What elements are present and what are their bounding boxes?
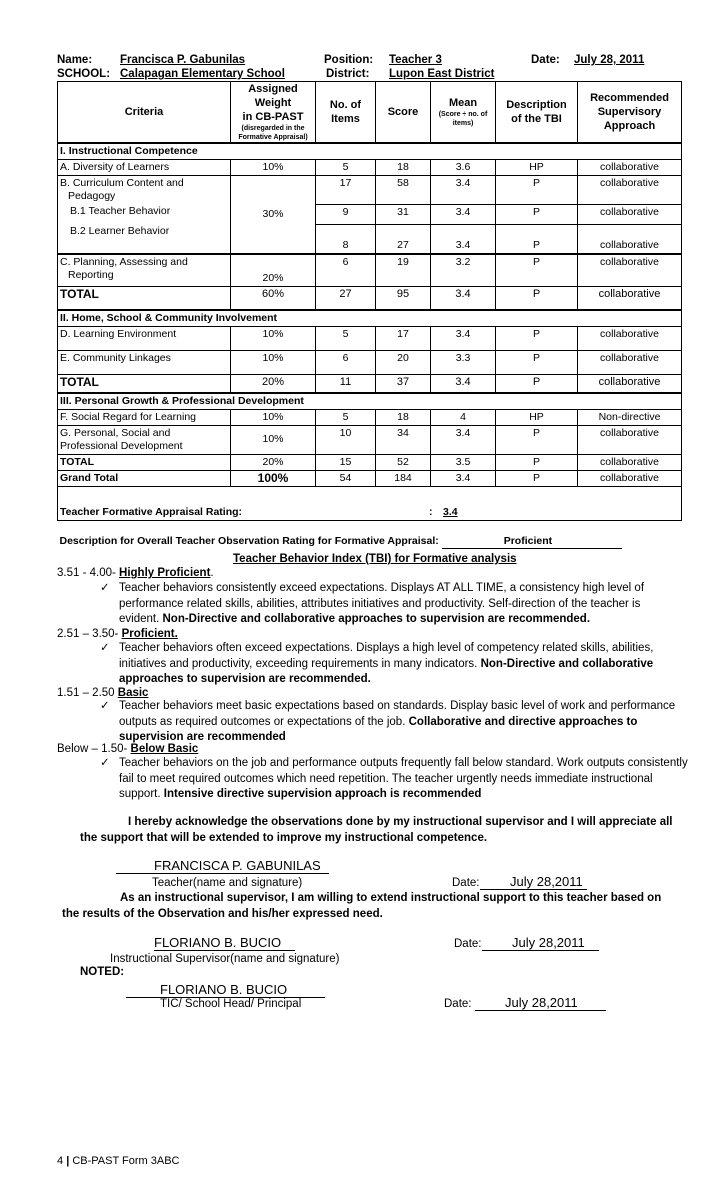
description-cell: HP <box>496 409 578 425</box>
rating-value: 3.4 <box>443 505 458 518</box>
score-cell: 37 <box>376 375 431 393</box>
items-cell: 54 <box>316 470 376 486</box>
criteria-cell: B.1 Teacher Behavior <box>58 204 231 224</box>
evaluation-table <box>57 81 682 550</box>
mean-cell: 3.2 <box>431 254 496 286</box>
items-cell: 15 <box>316 454 376 470</box>
total-label: TOTAL <box>58 454 231 470</box>
table-row <box>58 224 682 254</box>
section-row <box>58 143 682 160</box>
supervisor-date-label: Date: <box>454 938 482 950</box>
score-header: Score <box>376 82 431 144</box>
approach-cell: collaborative <box>578 327 682 351</box>
description-cell: P <box>496 176 578 205</box>
approach-cell: collaborative <box>578 470 682 486</box>
mean-cell: 3.4 <box>431 327 496 351</box>
approach-cell: collaborative <box>578 160 682 176</box>
teacher-caption: Teacher(name and signature) <box>152 877 303 889</box>
footer-separator: | <box>66 1155 70 1167</box>
criteria-cell: G. Personal, Social and Professional Development <box>58 425 231 454</box>
criteria-cell: A. Diversity of Learners <box>58 160 231 176</box>
page-number: 4 <box>57 1155 64 1167</box>
items-cell: 27 <box>316 286 376 310</box>
criteria-cell: B.2 Learner Behavior <box>58 224 231 254</box>
mean-cell: 3.4 <box>431 204 496 224</box>
description-cell: P <box>496 351 578 375</box>
score-cell: 34 <box>376 425 431 454</box>
items-cell: 5 <box>316 327 376 351</box>
tbi-below-basic: Below – 1.50- Below Basic <box>57 743 199 755</box>
tbi-b-text: Teacher behaviors meet basic expectations based on standards. Display basic level of work and performance outputs as required outcomes or expectations of the job. Collaborative and directive approaches to supervision are recommended <box>119 700 676 743</box>
weight-header: Assigned Weight in CB-PAST (disregarded in the Formative Appraisal) <box>231 82 316 144</box>
table-header-row <box>58 82 682 144</box>
teacher-name: FRANCISCA P. GABUNILAS <box>116 858 329 874</box>
score-cell: 19 <box>376 254 431 286</box>
grand-total-label: Grand Total <box>58 470 231 486</box>
check-icon: ✓ <box>100 757 110 769</box>
description-cell: P <box>496 204 578 224</box>
rating-row <box>58 486 682 520</box>
approach-cell: collaborative <box>578 176 682 205</box>
table-row <box>58 327 682 351</box>
description-cell: P <box>496 286 578 310</box>
tbi-title: Teacher Behavior Index (TBI) for Formative analysis <box>233 553 517 565</box>
date-label: Date: <box>531 54 560 66</box>
criteria-cell: D. Learning Environment <box>58 327 231 351</box>
score-cell: 18 <box>376 409 431 425</box>
items-cell: 9 <box>316 204 376 224</box>
description-cell: P <box>496 254 578 286</box>
criteria-cell: C. Planning, Assessing and Reporting <box>58 254 231 286</box>
name-label: Name: <box>57 54 93 66</box>
items-cell: 6 <box>316 351 376 375</box>
section-row <box>58 310 682 327</box>
items-cell: 8 <box>316 224 376 254</box>
tbi-p-text: Teacher behaviors often exceed expectations. Displays a high level of competency related skills, abilities, initiatives and productivity, exceeding requirements in many indicators. Non-Directive and collaborative approaches to supervision are recommended. <box>119 642 654 685</box>
form-name: CB-PAST Form 3ABC <box>72 1155 180 1167</box>
supervisor-statement: As an instructional supervisor, I am willing to extend instructional support to this teacher based on the results of the Observation and his/her expressed need. <box>62 892 662 920</box>
mean-cell: 3.4 <box>431 286 496 310</box>
total-row <box>58 375 682 393</box>
criteria-cell: F. Social Regard for Learning <box>58 409 231 425</box>
score-cell: 18 <box>376 160 431 176</box>
check-icon: ✓ <box>100 582 110 594</box>
total-row <box>58 286 682 310</box>
weight-cell: 100% <box>231 470 316 486</box>
date-value: July 28, 2011 <box>574 54 645 66</box>
overall-description-label: Description for Overall Teacher Observation Rating for Formative Appraisal: <box>59 535 439 547</box>
score-cell: 27 <box>376 224 431 254</box>
description-cell: P <box>496 470 578 486</box>
supervisor-caption: Instructional Supervisor(name and signature) <box>110 953 340 965</box>
check-icon: ✓ <box>100 642 110 654</box>
weight-cell: 10% <box>231 425 316 454</box>
school-label: SCHOOL: <box>57 68 111 80</box>
score-cell: 58 <box>376 176 431 205</box>
items-cell: 17 <box>316 176 376 205</box>
weight-cell: 10% <box>231 409 316 425</box>
approach-cell: Non-directive <box>578 409 682 425</box>
total-label: TOTAL <box>58 375 231 393</box>
section-row <box>58 393 682 410</box>
mean-cell: 3.4 <box>431 375 496 393</box>
approach-cell: collaborative <box>578 286 682 310</box>
table-row <box>58 409 682 425</box>
criteria-cell: B. Curriculum Content and Pedagogy <box>58 176 231 205</box>
approach-header: Recommended Supervisory Approach <box>578 82 682 144</box>
score-cell: 184 <box>376 470 431 486</box>
description-header: Description of the TBI <box>496 82 578 144</box>
criteria-header: Criteria <box>58 82 231 144</box>
items-header: No. of Items <box>316 82 376 144</box>
section-title: III. Personal Growth & Professional Development <box>58 393 682 410</box>
description-cell-overall <box>58 520 682 550</box>
tbi-highly-proficient: 3.51 - 4.00- Highly Proficient. <box>57 567 214 579</box>
district-label: District: <box>326 68 370 80</box>
weight-cell: 30% <box>231 176 316 255</box>
description-cell: P <box>496 327 578 351</box>
school-value: Calapagan Elementary School <box>120 68 285 80</box>
score-cell: 52 <box>376 454 431 470</box>
approach-cell: collaborative <box>578 254 682 286</box>
tbi-bb-text: Teacher behaviors on the job and performance outputs frequently fall below standard. Work outputs consistently fail to meet required outcomes which need repetition. The teacher urgently needs immediate instructional support. Intensive directive supervision approach is recommended <box>119 757 688 800</box>
weight-cell: 20% <box>231 454 316 470</box>
rating-colon: : <box>429 505 433 518</box>
mean-header: Mean (Score ÷ no. of items) <box>431 82 496 144</box>
score-cell: 95 <box>376 286 431 310</box>
total-row <box>58 454 682 470</box>
approach-cell: collaborative <box>578 224 682 254</box>
rating-cell <box>58 486 682 520</box>
section-title: I. Instructional Competence <box>58 143 682 160</box>
approach-cell: collaborative <box>578 204 682 224</box>
weight-cell: 20% <box>231 254 316 286</box>
head-caption: TIC/ School Head/ Principal <box>160 998 302 1010</box>
approach-cell: collaborative <box>578 425 682 454</box>
mean-cell: 4 <box>431 409 496 425</box>
grand-total-row <box>58 470 682 486</box>
total-label: TOTAL <box>58 286 231 310</box>
table-row <box>58 425 682 454</box>
weight-cell: 20% <box>231 375 316 393</box>
weight-cell: 60% <box>231 286 316 310</box>
weight-cell: 10% <box>231 327 316 351</box>
head-date-label: Date: <box>444 998 472 1010</box>
approach-cell: collaborative <box>578 351 682 375</box>
items-cell: 5 <box>316 409 376 425</box>
items-cell: 11 <box>316 375 376 393</box>
score-cell: 20 <box>376 351 431 375</box>
weight-cell: 10% <box>231 351 316 375</box>
page-footer <box>57 1155 180 1167</box>
items-cell: 6 <box>316 254 376 286</box>
mean-cell: 3.4 <box>431 425 496 454</box>
teacher-date-label: Date: <box>452 877 480 889</box>
position-label: Position: <box>324 54 374 66</box>
weight-cell: 10% <box>231 160 316 176</box>
description-cell: HP <box>496 160 578 176</box>
table-row <box>58 160 682 176</box>
table-row <box>58 176 682 205</box>
table-row <box>58 204 682 224</box>
noted-label: NOTED: <box>80 966 125 978</box>
mean-cell: 3.6 <box>431 160 496 176</box>
mean-cell: 3.4 <box>431 224 496 254</box>
head-date: July 28,2011 <box>475 995 606 1011</box>
approach-cell: collaborative <box>578 454 682 470</box>
mean-cell: 3.4 <box>431 470 496 486</box>
description-row <box>58 520 682 550</box>
description-cell: P <box>496 375 578 393</box>
overall-description-value: Proficient <box>442 535 622 549</box>
score-cell: 31 <box>376 204 431 224</box>
head-name: FLORIANO B. BUCIO <box>126 982 325 998</box>
supervisor-date: July 28,2011 <box>482 935 599 951</box>
approach-cell: collaborative <box>578 375 682 393</box>
name-value: Francisca P. Gabunilas <box>120 54 246 66</box>
supervisor-name: FLORIANO B. BUCIO <box>154 935 295 951</box>
tbi-hp-text: Teacher behaviors consistently exceed expectations. Displays AT ALL TIME, a consistency high level of performance related skills, abilities, attributes initiatives and productivity. Self-direction of the teacher is evident. Non-Directive and collaborative approaches to supervision are recommended. <box>119 582 645 625</box>
table-row <box>58 351 682 375</box>
rating-label: Teacher Formative Appraisal Rating: <box>60 505 243 518</box>
district-value: Lupon East District <box>389 68 495 80</box>
section-title: II. Home, School & Community Involvement <box>58 310 682 327</box>
table-row <box>58 254 682 286</box>
description-cell: P <box>496 425 578 454</box>
score-cell: 17 <box>376 327 431 351</box>
description-cell: P <box>496 224 578 254</box>
check-icon: ✓ <box>100 700 110 712</box>
items-cell: 5 <box>316 160 376 176</box>
teacher-date: July 28,2011 <box>480 874 587 890</box>
mean-cell: 3.5 <box>431 454 496 470</box>
mean-cell: 3.3 <box>431 351 496 375</box>
mean-cell: 3.4 <box>431 176 496 205</box>
acknowledgement-statement: I hereby acknowledge the observations done by my instructional supervisor and I will appreciate all the support that will be extended to improve my instructional competence. <box>80 816 673 844</box>
criteria-cell: E. Community Linkages <box>58 351 231 375</box>
position-value: Teacher 3 <box>389 54 442 66</box>
description-cell: P <box>496 454 578 470</box>
items-cell: 10 <box>316 425 376 454</box>
tbi-basic: 1.51 – 2.50 Basic <box>57 687 149 699</box>
tbi-proficient: 2.51 – 3.50- Proficient. <box>57 628 178 640</box>
